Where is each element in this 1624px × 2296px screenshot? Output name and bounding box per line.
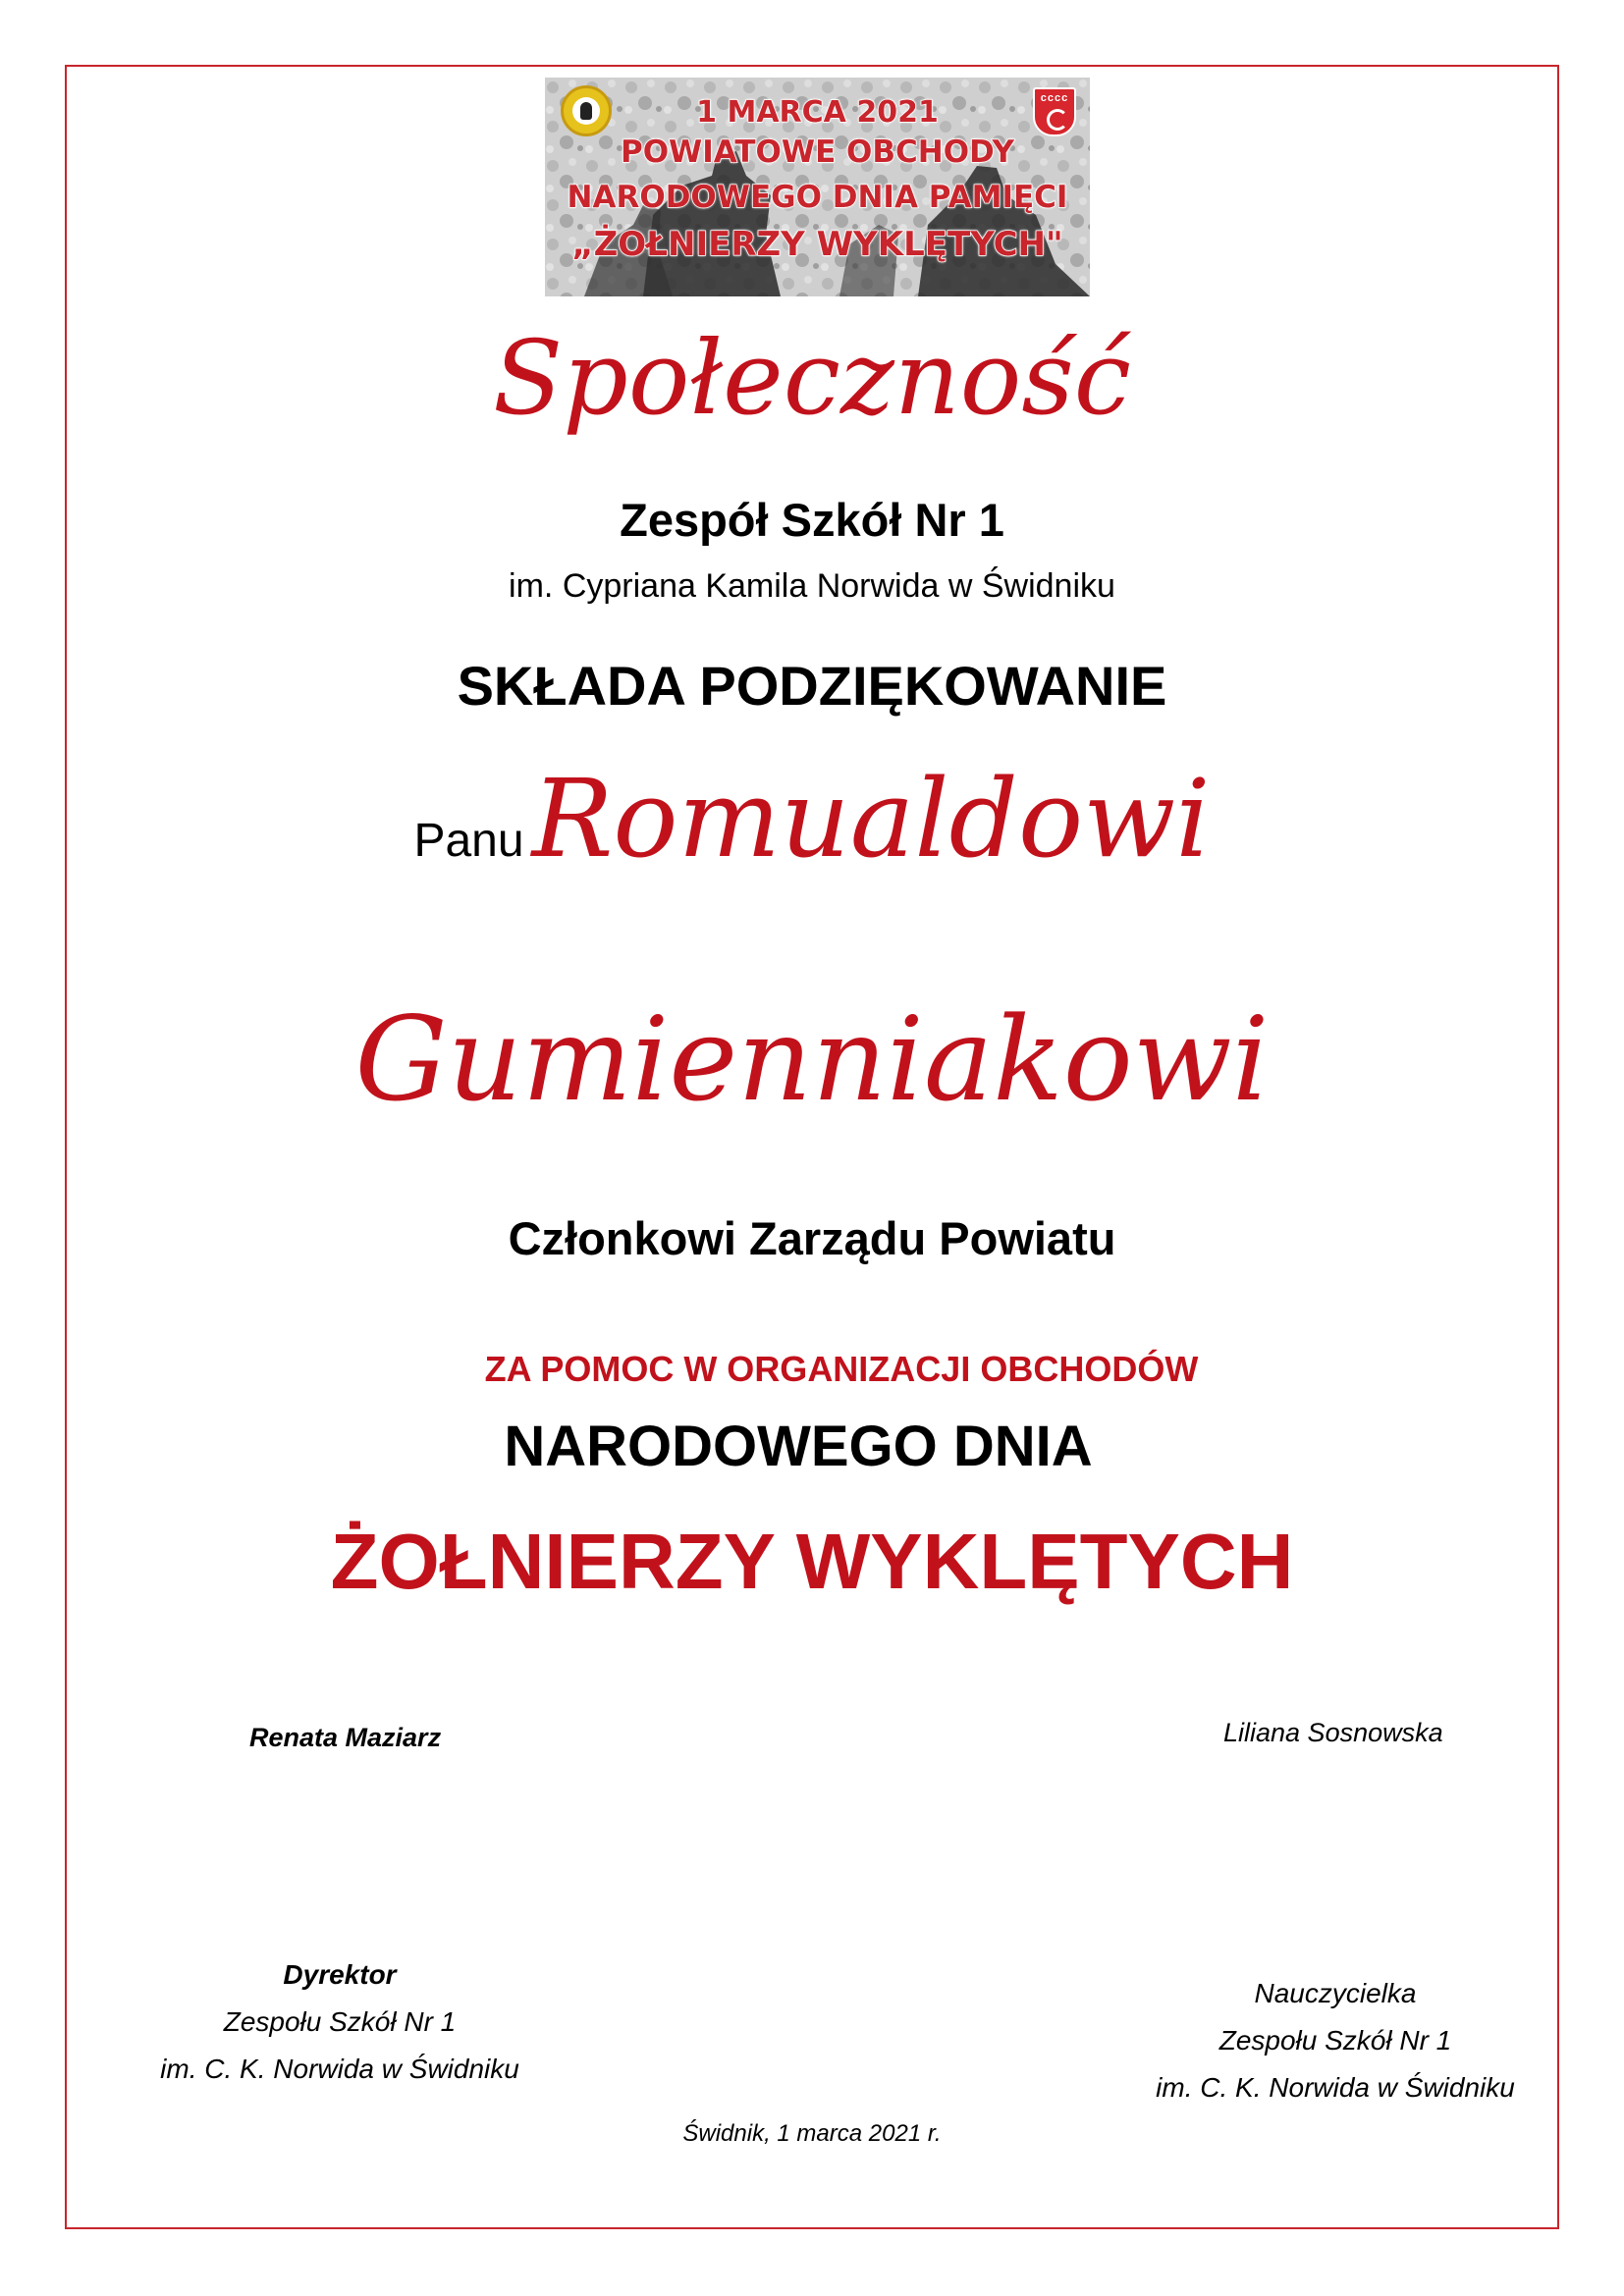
school-patron: im. Cypriana Kamila Norwida w Świdniku [509,567,1115,605]
right-signatory-org: Zespołu Szkół Nr 1 [1218,2025,1452,2056]
school-name: Zespół Szkół Nr 1 [620,494,1004,546]
recipient-first-name: Romualdowi [531,756,1211,881]
right-signatory-name: Liliana Sosnowska [1223,1718,1443,1747]
left-signatory-place: im. C. K. Norwida w Świdniku [160,2054,519,2084]
recipient-last-name: Gumienniakowi [354,991,1270,1127]
event-banner [545,78,1090,296]
reason-line-2: NARODOWEGO DNIA [504,1415,1093,1478]
left-signatory-title: Dyrektor [283,1959,397,1990]
right-signatory-place: im. C. K. Norwida w Świdniku [1156,2072,1515,2103]
left-signatory-block [114,1951,566,2093]
right-signatory-title: Nauczycielka [1254,1978,1417,2008]
banner-date: 1 MARCA 2021 [696,95,939,130]
reason-line-3: ŻOŁNIERZY WYKLĘTYCH [330,1518,1294,1605]
recipient-role: Członkowi Zarządu Powiatu [508,1212,1116,1264]
heading: SKŁADA PODZIĘKOWANIE [457,655,1167,717]
title-script: Społeczność [493,318,1131,438]
banner-line-2: POWIATOWE OBCHODY [620,134,1014,170]
reason-line-1: ZA POMOC W ORGANIZACJI OBCHODÓW [484,1349,1199,1389]
recipient-first-line [0,756,1624,881]
banner-line-3: NARODOWEGO DNIA PAMIĘCI [567,180,1068,215]
right-signatory-block [1110,1970,1561,2111]
recipient-prefix: Panu [413,815,524,867]
place-and-date: Świdnik, 1 marca 2021 r. [682,2120,942,2147]
left-signatory-org: Zespołu Szkół Nr 1 [223,2006,457,2037]
left-signatory-name: Renata Maziarz [249,1723,442,1752]
banner-line-4: „ŻOŁNIERZY WYKLĘTYCH" [571,225,1063,264]
